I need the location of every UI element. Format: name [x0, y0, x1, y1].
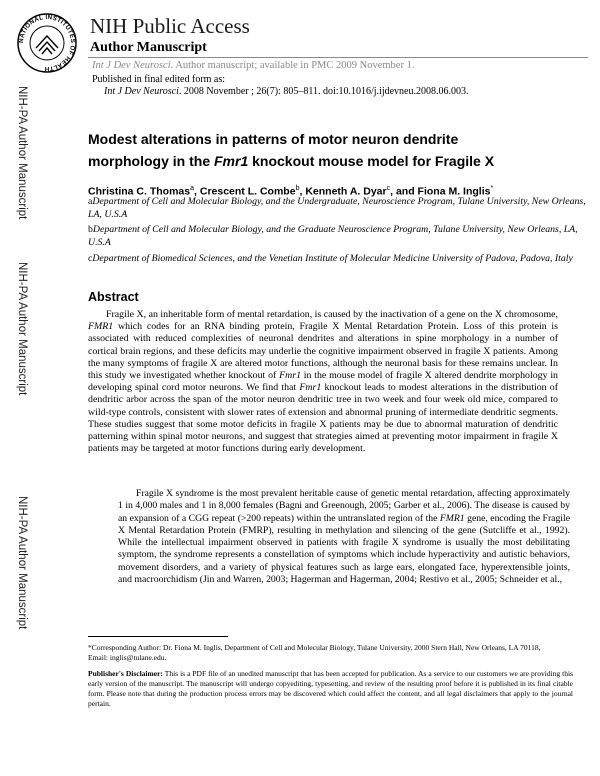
author-affiliation-mark: * [490, 185, 494, 192]
article-title [88, 128, 558, 172]
title-gene: Fmr1 [214, 153, 249, 169]
author-name: Christina C. Thomas [88, 185, 191, 198]
side-label-middle: NIH-PA Author Manuscript [16, 262, 28, 396]
affiliation-a: aDepartment of Cell and Molecular Biology, and the Undergraduate, Neuroscience Program, Tulane University, New Orleans, LA, U.S.A [88, 196, 586, 220]
side-label-top: NIH-PA Author Manuscript [16, 86, 28, 220]
affiliation-c: cDepartment of Biomedical Sciences, and the Venetian Institute of Molecular Medicine University of Padova, Padova, Italy [88, 253, 573, 264]
header-availability [92, 59, 414, 72]
author-affiliation-mark: b [295, 185, 300, 192]
side-label-bottom: NIH-PA Author Manuscript [16, 496, 28, 630]
published-journal: Int J Dev Neurosci [104, 86, 179, 97]
introduction-paragraph: Fragile X syndrome is the most prevalent heritable cause of genetic mental retardation, affecting approximately 1 in 4,000 males and 1 in 8,000 females (Bagni and Greenough, 2005; Garber et al., 2006). The disease is caused by an expansion of a CGG repeat (>200 repeats) within the untranslated region of the FMR1 gene, encoding the Fragile X Mental Retardation Protein (FMRP), resulting in methylation and silencing of the gene (Sutcliffe et al., 1992). While the intellectual impairment observed in patients with fragile X syndrome is usually the most debilitating symptom, the syndrome represents a constellation of symptoms which include hyperactivity and autistic behaviors, movement disorders, and a variety of physical features such as large ears, elongated face, hyperextensible joints, and macroorchidism (Jin and Warren, 2003; Hagerman and Hagerman, 2004; Restivo et al., 2005; Schneider et al., [118, 488, 570, 586]
author-name: Kenneth A. Dyar [305, 185, 387, 198]
header-availability-text: . Author manuscript; available in PMC 2009 November 1. [170, 60, 415, 71]
published-details: . 2008 November ; 26(7): 805–811. doi:10.1016/j.ijdevneu.2008.06.003. [178, 86, 469, 97]
author-affiliation-mark: c [386, 185, 391, 192]
corresponding-author-footnote: *Corresponding Author: Dr. Fiona M. Inglis, Department of Cell and Molecular Biology, Tulane University, 2000 Stern Hall, New Orleans, LA 70118, Email: inglis@tulane.edu. [88, 643, 541, 662]
title-line-2: morphology in the Fmr1 knockout mouse model for Fragile X [88, 153, 495, 169]
header-title: NIH Public Access [90, 14, 250, 38]
published-citation [104, 86, 469, 98]
eagle-emblem-icon [36, 36, 58, 54]
abstract-body: Fragile X, an inheritable form of mental retardation, is caused by the inactivation of a gene on the X chromosome, FMR1 which codes for an RNA binding protein, Fragile X Mental Retardation Protein. Loss of this protein is associated with reduced complexities of neuronal dendrites and alterations in spine morphology in a number of cortical brain regions, and these deficits may underlie the cognitive impairment observed in fragile X patients. Among the many symptoms of fragile X are altered motor functions, although the neuronal basis for these remains unclear. In this study we investigated whether knockout of Fmr1 in the mouse model of fragile X altered dendrite morphology in developing spinal cord motor neurons. We find that Fmr1 knockout leads to modest alterations in the distribution of dendritic arbor across the span of the motor neuron dendritic tree in two week and four week old mice, compared to wild-type controls, consistent with slower rates of extension and abnormal pruning of intermediate dendritic segments. These studies suggest that some motor deficits in fragile X patients may be due to abnormal maturation of dendritic patterning within spinal motor neurons, and suggest that strategies aimed at preventing motor impairment in fragile X patients may be targeted at motor functions during early development. [88, 309, 558, 455]
author-name: Fiona M. Inglis [417, 185, 491, 198]
nih-logo [16, 12, 78, 74]
author-name: Crescent L. Combe [199, 185, 296, 198]
publisher-disclaimer: Publisher's Disclaimer: This is a PDF file of an unedited manuscript that has been accepted for publication. As a service to our customers we are providing this early version of the manuscript. The manuscript will undergo copyediting, typesetting, and review of the resulting proof before it is published in its final citable form. Please note that during the production process errors may be discovered which could affect the content, and all legal disclaimers that apply to the journal pertain. [88, 669, 573, 708]
author-list: Christina C. Thomas$^a$, Crescent L. Combe$^b$, Kenneth A. Dyar$^c$, and Fiona M. Inglis* [88, 185, 494, 198]
published-label: Published in final edited form as: [92, 74, 226, 85]
header-journal: Int J Dev Neurosci [92, 60, 171, 71]
footnote-rule [88, 636, 228, 637]
affiliation-b: bDepartment of Cell and Molecular Biology, and the Graduate Neuroscience Program, Tulane University, New Orleans, LA, U.S.A [88, 224, 578, 248]
title-line-1: Modest alterations in patterns of motor neuron dendrite [88, 131, 459, 147]
header-subtitle: Author Manuscript [90, 40, 207, 55]
abstract-heading: Abstract [88, 290, 139, 304]
header-rule [88, 57, 588, 58]
author-affiliation-mark: a [190, 185, 195, 192]
logo-ring-text: NATIONAL INSTITUTES OF HEALTH [17, 13, 77, 73]
